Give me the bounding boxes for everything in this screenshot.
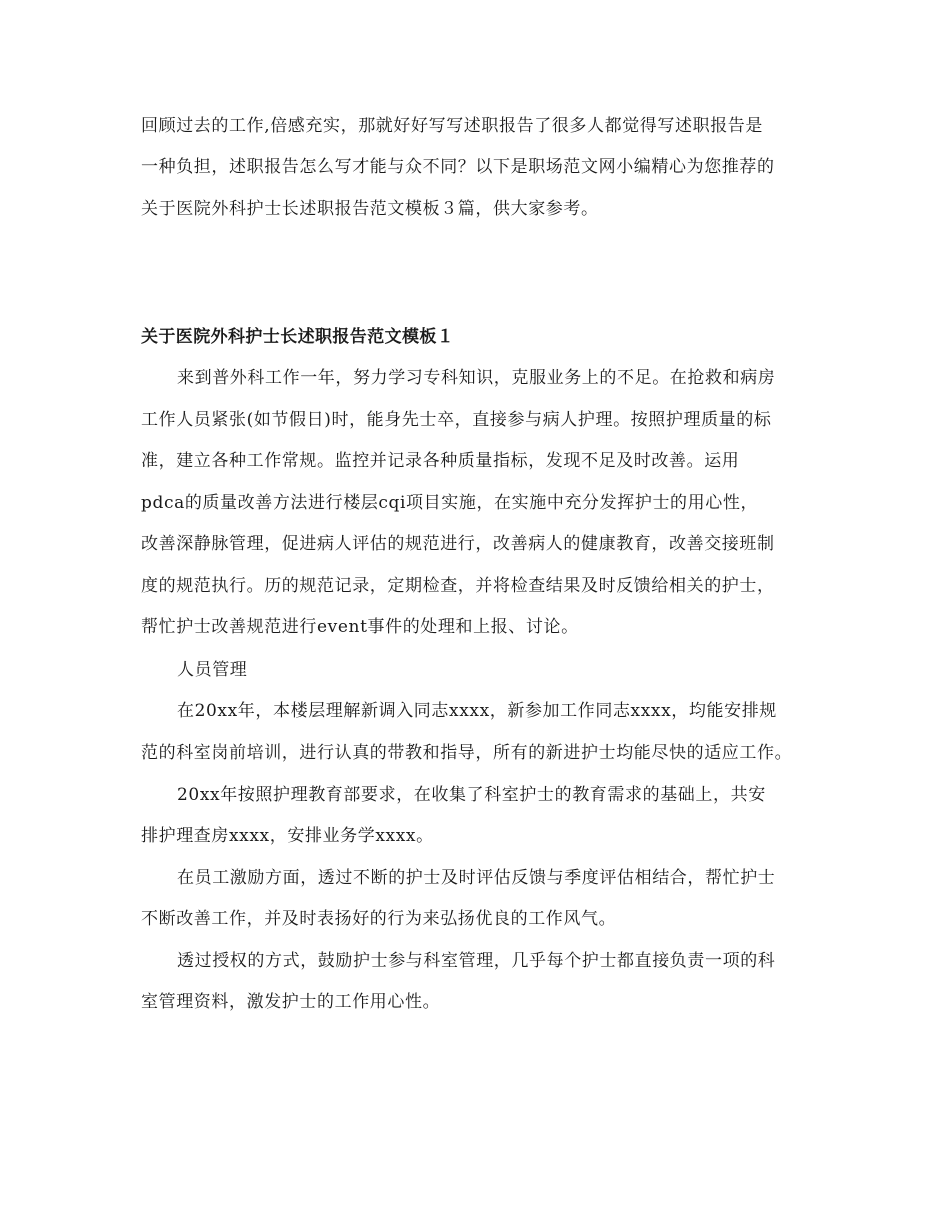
intro-line-2: 一种负担，述职报告怎么写才能与众不同？以下是职场范文网小编精心为您推荐的 [141,157,775,177]
paragraph-line: 范的科室岗前培训，进行认真的带教和指导，所有的新进护士均能尽快的适应工作。 [141,743,793,763]
paragraph-line: 改善深静脉管理，促进病人评估的规范进行，改善病人的健康教育，改善交接班制 [141,534,775,554]
paragraph-line: 透过授权的方式，鼓励护士参与科室管理，几乎每个护士都直接负责一项的科 [177,951,776,971]
paragraph-line: 不断改善工作，并及时表扬好的行为来弘扬优良的工作风气。 [141,909,617,929]
paragraph-line: 在20xx年，本楼层理解新调入同志xxxx，新参加工作同志xxxx，均能安排规 [177,701,777,721]
paragraph-line: 度的规范执行。历的规范记录，定期检查，并将检查结果及时反馈给相关的护士， [141,576,775,596]
intro-line-1: 回顾过去的工作,倍感充实，那就好好写写述职报告了很多人都觉得写述职报告是 [141,116,764,136]
intro-line-3: 关于医院外科护士长述职报告范文模板３篇，供大家参考。 [141,199,599,219]
paragraph-line: 帮忙护士改善规范进行event事件的处理和上报、讨论。 [141,617,579,637]
subheading: 人员管理 [177,660,248,680]
paragraph-line: 在员工激励方面，透过不断的护士及时评估反馈与季度评估相结合，帮忙护士 [177,868,776,888]
paragraph-line: 来到普外科工作一年，努力学习专科知识，克服业务上的不足。在抢救和病房 [177,368,776,388]
paragraph-line: 20xx年按照护理教育部要求，在收集了科室护士的教育需求的基础上，共安 [177,785,766,805]
section-title: 关于医院外科护士长述职报告范文模板１ [141,327,455,347]
paragraph-line: 工作人员紧张(如节假日)时，能身先士卒，直接参与病人护理。按照护理质量的标 [141,410,772,430]
paragraph-line: 准，建立各种工作常规。监控并记录各种质量指标，发现不足及时改善。运用 [141,451,740,471]
paragraph-line: pdca的质量改善方法进行楼层cqi项目实施，在实施中充分发挥护士的用心性， [141,493,759,513]
paragraph-line: 室管理资料，激发护士的工作用心性。 [141,992,441,1012]
paragraph-line: 排护理查房xxxx，安排业务学xxxx。 [141,826,434,846]
